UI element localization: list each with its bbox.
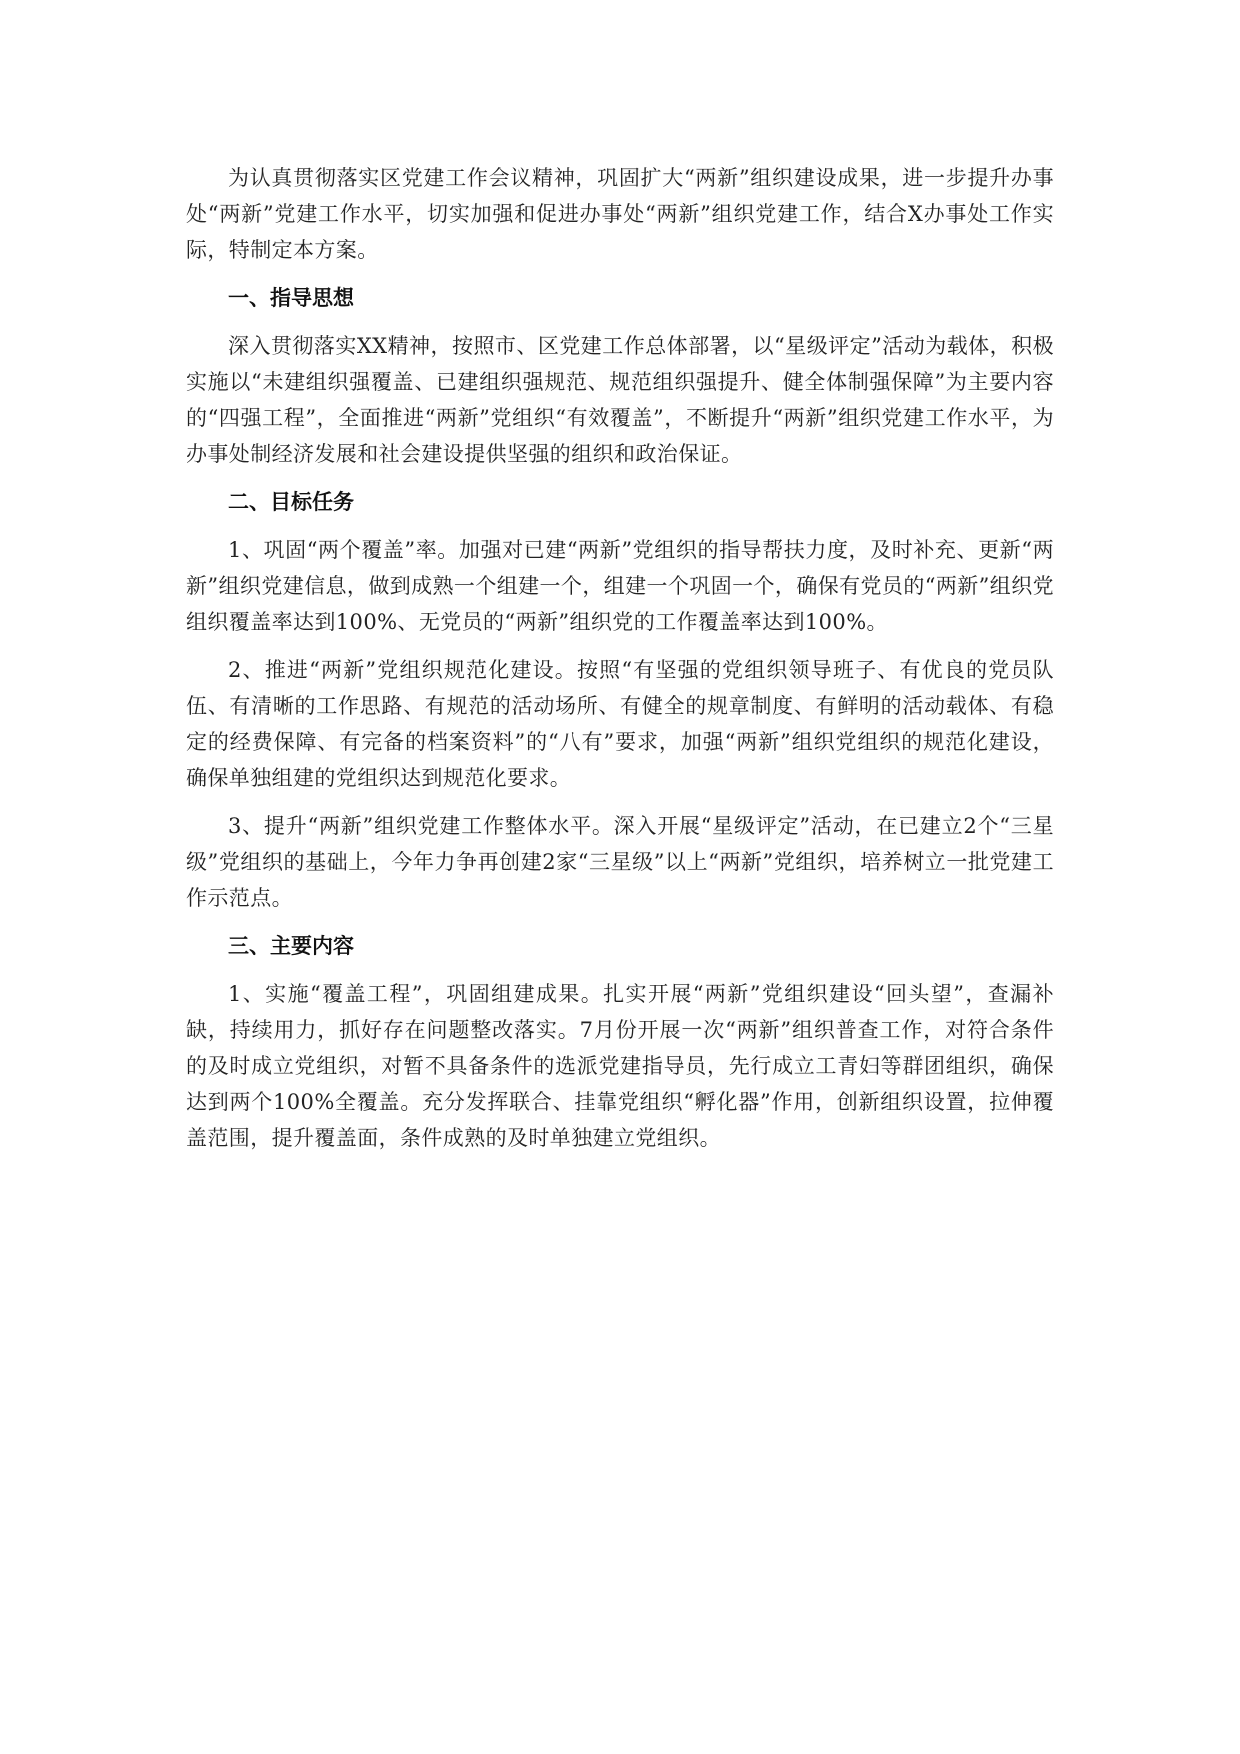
section-heading-goals: 二、目标任务 bbox=[228, 490, 354, 514]
main-content-paragraph-1: 1、实施“覆盖工程”，巩固组建成果。扎实开展“两新”党组织建设“回头望”，查漏补缺，持续用力，抓好存在问题整改落实。7月份开展一次“两新”组织普查工作，对符合条件的及时成立党组织，对暂不具备条件的选派党建指导员，先行成立工青妇等群团组织，确保达到两个100%全覆盖。充分发挥联合、挂靠党组织“孵化器”作用，创新组织设置，拉伸覆盖范围，提升覆盖面，条件成熟的及时单独建立党组织。 bbox=[186, 982, 1054, 1150]
section-heading-guiding-thought: 一、指导思想 bbox=[228, 286, 354, 310]
guiding-thought-paragraph: 深入贯彻落实XX精神，按照市、区党建工作总体部署，以“星级评定”活动为载体，积极实施以“未建组织强覆盖、已建组织强规范、规范组织强提升、健全体制强保障”为主要内容的“四强工程”，全面推进“两新”党组织“有效覆盖”，不断提升“两新”组织党建工作水平，为办事处制经济发展和社会建设提供坚强的组织和政治保证。 bbox=[186, 334, 1054, 466]
goal-paragraph-2: 2、推进“两新”党组织规范化建设。按照“有坚强的党组织领导班子、有优良的党员队伍、有清晰的工作思路、有规范的活动场所、有健全的规章制度、有鲜明的活动载体、有稳定的经费保障、有完备的档案资料”的“八有”要求，加强“两新”组织党组织的规范化建设，确保单独组建的党组织达到规范化要求。 bbox=[186, 658, 1054, 790]
goal-paragraph-1: 1、巩固“两个覆盖”率。加强对已建“两新”党组织的指导帮扶力度，及时补充、更新“两新”组织党建信息，做到成熟一个组建一个，组建一个巩固一个，确保有党员的“两新”组织党组织覆盖率达到100%、无党员的“两新”组织党的工作覆盖率达到100%。 bbox=[186, 538, 1055, 634]
document-page bbox=[186, 160, 1054, 1168]
section-heading-main-content: 三、主要内容 bbox=[228, 934, 354, 958]
goal-paragraph-3: 3、提升“两新”组织党建工作整体水平。深入开展“星级评定”活动，在已建立2个“三星级”党组织的基础上，今年力争再创建2家“三星级”以上“两新”党组织，培养树立一批党建工作示范点。 bbox=[186, 814, 1054, 910]
intro-paragraph: 为认真贯彻落实区党建工作会议精神，巩固扩大“两新”组织建设成果，进一步提升办事处“两新”党建工作水平，切实加强和促进办事处“两新”组织党建工作，结合X办事处工作实际，特制定本方案。 bbox=[186, 166, 1054, 262]
